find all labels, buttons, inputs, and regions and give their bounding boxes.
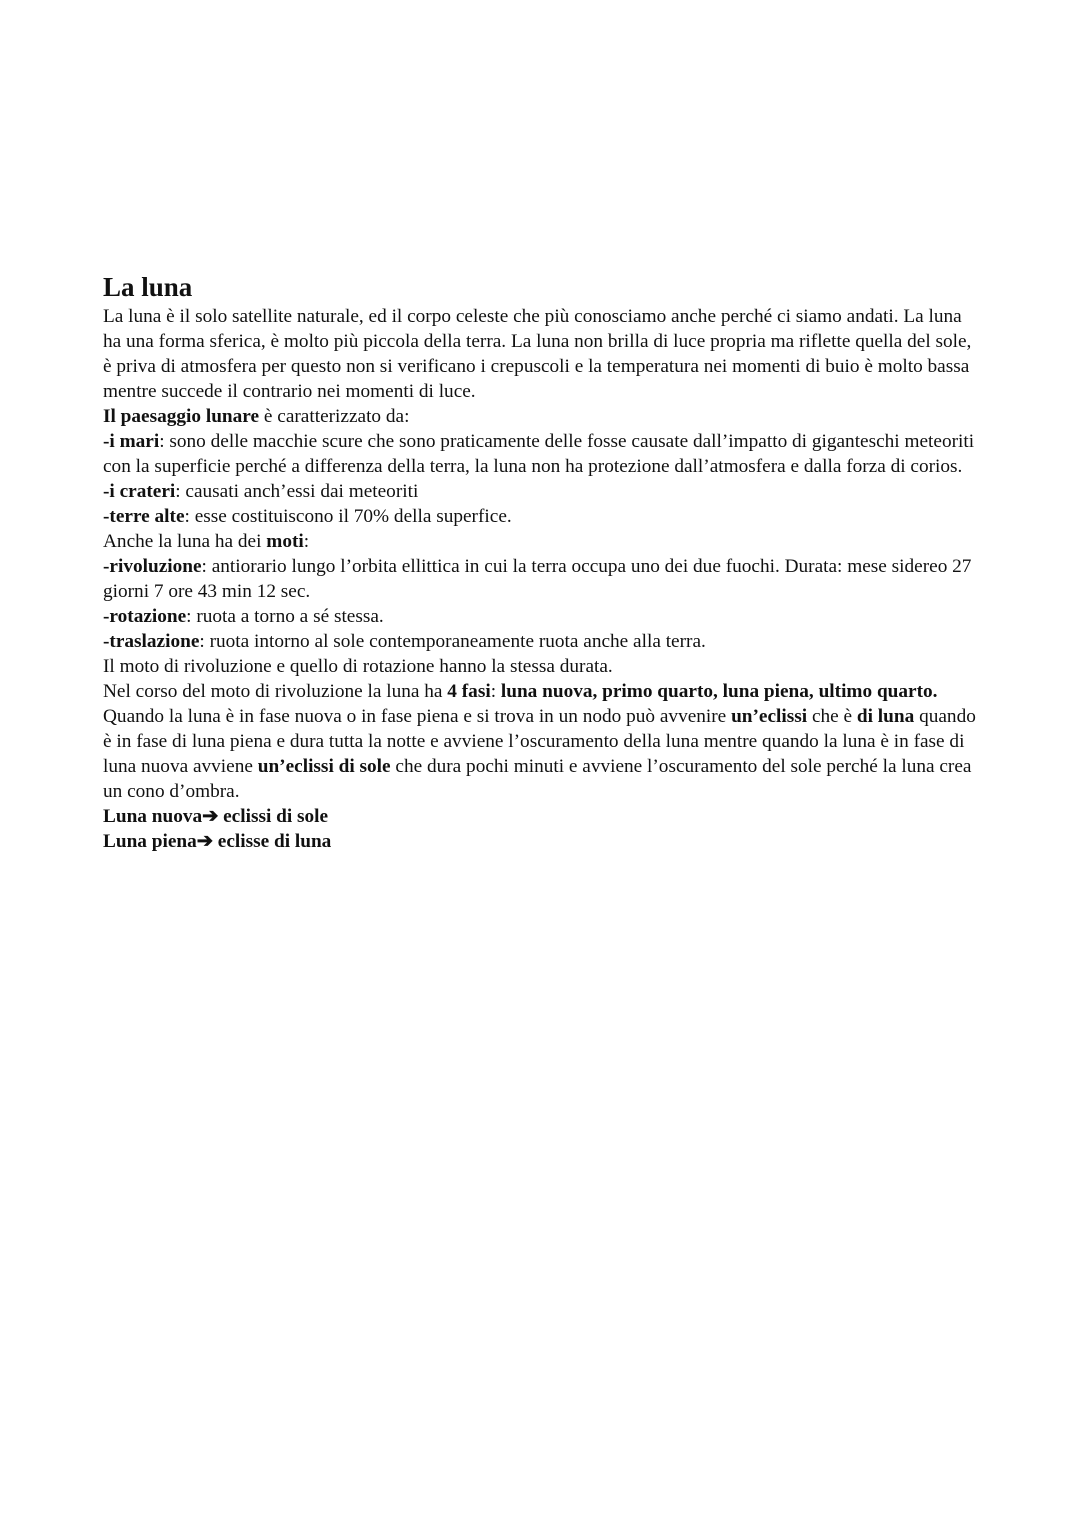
- eclipses-bold-3: un’eclissi di sole: [257, 756, 391, 777]
- eclipses-text-2: che è: [807, 706, 857, 727]
- arrow-right-icon: ➔: [202, 806, 219, 827]
- motions-intro: Anche la luna ha dei: [103, 531, 267, 552]
- rivoluzione-label: -rivoluzione: [103, 556, 202, 577]
- phases-colon: :: [490, 681, 501, 702]
- crateri-label: -i crateri: [103, 481, 176, 502]
- rotazione-item: [103, 604, 983, 629]
- terre-alte-label: -terre alte: [103, 506, 185, 527]
- traslazione-text: : ruota intorno al sole contemporaneamente ruota anche alla terra.: [199, 631, 706, 652]
- phases-paragraph: [103, 679, 983, 704]
- eclipses-paragraph: [103, 704, 983, 804]
- mari-item: [103, 429, 983, 479]
- traslazione-item: [103, 629, 983, 654]
- eclipses-text-3: quando è in fase di luna piena e dura tutta la notte e avviene l’oscuramento della luna mentre quando la luna è in fase di luna nuova avviene: [103, 706, 976, 777]
- summary-full-moon-label: Luna piena: [103, 831, 197, 852]
- eclipses-text-4: che dura pochi minuti e avviene l’oscuramento del sole perché la luna crea un cono d’ombra.: [103, 756, 972, 802]
- phases-intro: Nel corso del moto di rivoluzione la luna ha: [103, 681, 448, 702]
- terre-alte-item: [103, 504, 983, 529]
- summary-full-moon-result: eclisse di luna: [212, 831, 332, 852]
- eclipses-bold-2: di luna: [856, 706, 915, 727]
- summary-new-moon-label: Luna nuova: [103, 806, 203, 827]
- summary-new-moon-result: eclissi di sole: [218, 806, 329, 827]
- document-body: [103, 270, 983, 854]
- summary-full-moon: [103, 829, 983, 854]
- intro-paragraph: La luna è il solo satellite naturale, ed il corpo celeste che più conosciamo anche perché ci siamo andati. La luna ha una forma sferica, è molto più piccola della terra. La luna non brilla di luce propria ma riflette quella del sole, è priva di atmosfera per questo non si verificano i crepuscoli e la temperatura nei momenti di buio è molto bassa mentre succede il contrario nei momenti di luce.: [103, 306, 972, 402]
- eclipses-text-1: Quando la luna è in fase nuova o in fase piena e si trova in un nodo può avvenire: [103, 706, 732, 727]
- rivoluzione-item: [103, 554, 983, 604]
- mari-text: : sono delle macchie scure che sono praticamente delle fosse causate dall’impatto di giganteschi meteoriti con la superficie perché a differenza della terra, la luna non ha protezione dall’atmosfera e dalla forza di corios.: [103, 431, 975, 477]
- phases-count: 4 fasi: [447, 681, 491, 702]
- mari-label: -i mari: [103, 431, 160, 452]
- rivoluzione-text: : antiorario lungo l’orbita ellittica in cui la terra occupa uno dei due fuochi. Durata: mese sidereo 27 giorni 7 ore 43 min 12 sec.: [103, 556, 972, 602]
- motions-colon: :: [303, 531, 310, 552]
- phases-list: luna nuova, primo quarto, luna piena, ultimo quarto.: [500, 681, 938, 702]
- eclipses-bold-1: un’eclissi: [731, 706, 808, 727]
- terre-alte-text: : esse costituiscono il 70% della superfice.: [184, 506, 512, 527]
- same-duration-line: Il moto di rivoluzione e quello di rotazione hanno la stessa durata.: [103, 656, 613, 677]
- arrow-right-icon: ➔: [196, 831, 213, 852]
- crateri-item: [103, 479, 983, 504]
- summary-new-moon: [103, 804, 983, 829]
- motions-heading: [103, 529, 983, 554]
- rotazione-label: -rotazione: [103, 606, 187, 627]
- traslazione-label: -traslazione: [103, 631, 200, 652]
- landscape-heading-bold: Il paesaggio lunare: [103, 406, 260, 427]
- landscape-heading: [103, 404, 983, 429]
- crateri-text: : causati anch’essi dai meteoriti: [175, 481, 419, 502]
- page-title: La luna: [103, 272, 193, 302]
- motions-bold: moti: [266, 531, 304, 552]
- rotazione-text: : ruota a torno a sé stessa.: [186, 606, 384, 627]
- landscape-heading-text: è caratterizzato da:: [259, 406, 410, 427]
